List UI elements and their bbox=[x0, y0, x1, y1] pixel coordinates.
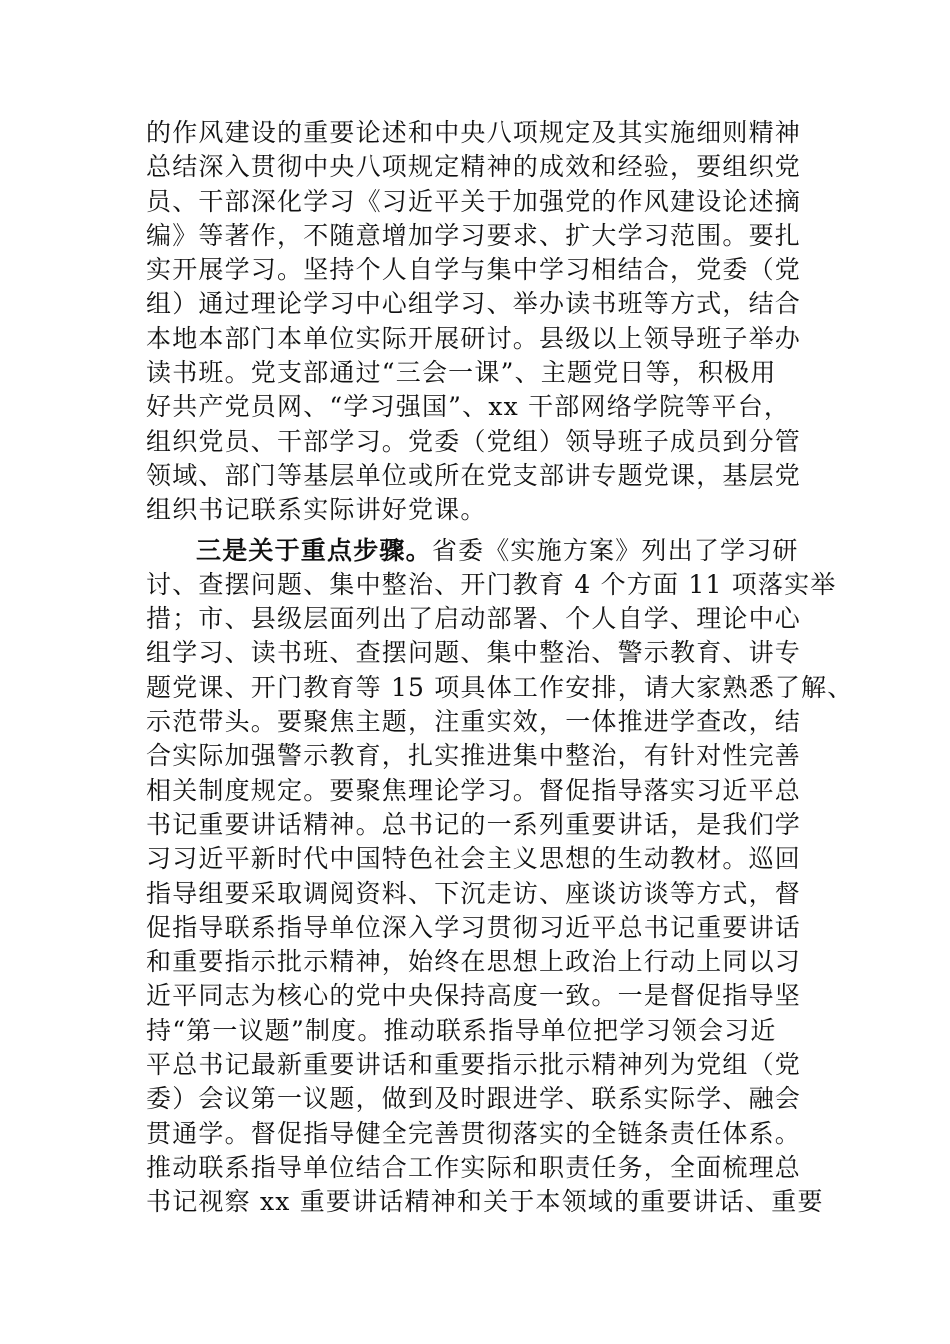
text-line-first bbox=[146, 534, 828, 568]
paragraph-2 bbox=[146, 534, 854, 1220]
paragraph-1 bbox=[146, 116, 828, 528]
text-line: 指导组要采取调阅资料、下沉走访、座谈访谈等方式，督 bbox=[146, 878, 802, 908]
text-line: 委）会议第一议题，做到及时跟进学、联系实际学、融会 bbox=[146, 1084, 802, 1114]
text-line: 的作风建设的重要论述和中央八项规定及其实施细则精神 bbox=[146, 118, 802, 147]
text-line: 平总书记最新重要讲话和重要指示批示精神列为党组（党 bbox=[146, 1050, 802, 1080]
text-line: 本地本部门本单位实际开展研讨。县级以上领导班子举办 bbox=[146, 323, 802, 353]
text-line: 促指导联系指导单位深入学习贯彻习近平总书记重要讲话 bbox=[146, 912, 802, 942]
text-line: 题党课、开门教育等 15 项具体工作安排，请大家熟悉了解、 bbox=[146, 672, 854, 702]
section-heading: 三是关于重点步骤。 bbox=[196, 535, 432, 565]
text-line: 组）通过理论学习中心组学习、举办读书班等方式，结合 bbox=[146, 289, 802, 319]
text-line: 贯通学。督促指导健全完善贯彻落实的全链条责任体系。 bbox=[146, 1118, 802, 1148]
text-line: 实开展学习。坚持个人自学与集中学习相结合，党委（党 bbox=[146, 255, 802, 285]
text-line: 习习近平新时代中国特色社会主义思想的生动教材。巡回 bbox=[146, 844, 802, 874]
text-line: 持“第一议题”制度。推动联系指导单位把学习领会习近 bbox=[146, 1015, 777, 1045]
heading-continuation: 省委《实施方案》列出了学习研 bbox=[431, 535, 799, 565]
text-line: 读书班。党支部通过“三会一课”、主题党日等，积极用 bbox=[146, 358, 777, 388]
text-line: 编》等著作，不随意增加学习要求、扩大学习范围。要扎 bbox=[146, 220, 802, 250]
text-line: 书记重要讲话精神。总书记的一系列重要讲话，是我们学 bbox=[146, 809, 802, 839]
text-line: 措；市、县级层面列出了启动部署、个人自学、理论中心 bbox=[146, 604, 802, 634]
text-line: 示范带头。要聚焦主题，注重实效，一体推进学查改，结 bbox=[146, 707, 802, 737]
text-line: 推动联系指导单位结合工作实际和职责任务，全面梳理总 bbox=[146, 1152, 802, 1182]
text-line: 合实际加强警示教育，扎实推进集中整治，有针对性完善 bbox=[146, 741, 802, 771]
text-line: 员、干部深化学习《习近平关于加强党的作风建设论述摘 bbox=[146, 186, 802, 216]
text-line: 组织书记联系实际讲好党课。 bbox=[146, 495, 487, 525]
text-line: 近平同志为核心的党中央保持高度一致。一是督促指导坚 bbox=[146, 981, 802, 1011]
text-line: 和重要指示批示精神，始终在思想上政治上行动上同以习 bbox=[146, 947, 802, 977]
text-line: 组织党员、干部学习。党委（党组）领导班子成员到分管 bbox=[146, 426, 802, 456]
text-line: 总结深入贯彻中央八项规定精神的成效和经验，要组织党 bbox=[146, 152, 802, 182]
text-line: 好共产党员网、“学习强国”、xx 干部网络学院等平台， bbox=[146, 392, 791, 422]
text-line: 领域、部门等基层单位或所在党支部讲专题党课，基层党 bbox=[146, 460, 802, 490]
body-text bbox=[146, 116, 854, 1220]
text-line: 书记视察 xx 重要讲话精神和关于本领域的重要讲话、重要 bbox=[146, 1187, 824, 1217]
text-line: 组学习、读书班、查摆问题、集中整治、警示教育、讲专 bbox=[146, 638, 802, 668]
text-line: 相关制度规定。要聚焦理论学习。督促指导落实习近平总 bbox=[146, 775, 802, 805]
text-line: 讨、查摆问题、集中整治、开门教育 4 个方面 11 项落实举 bbox=[146, 569, 837, 599]
